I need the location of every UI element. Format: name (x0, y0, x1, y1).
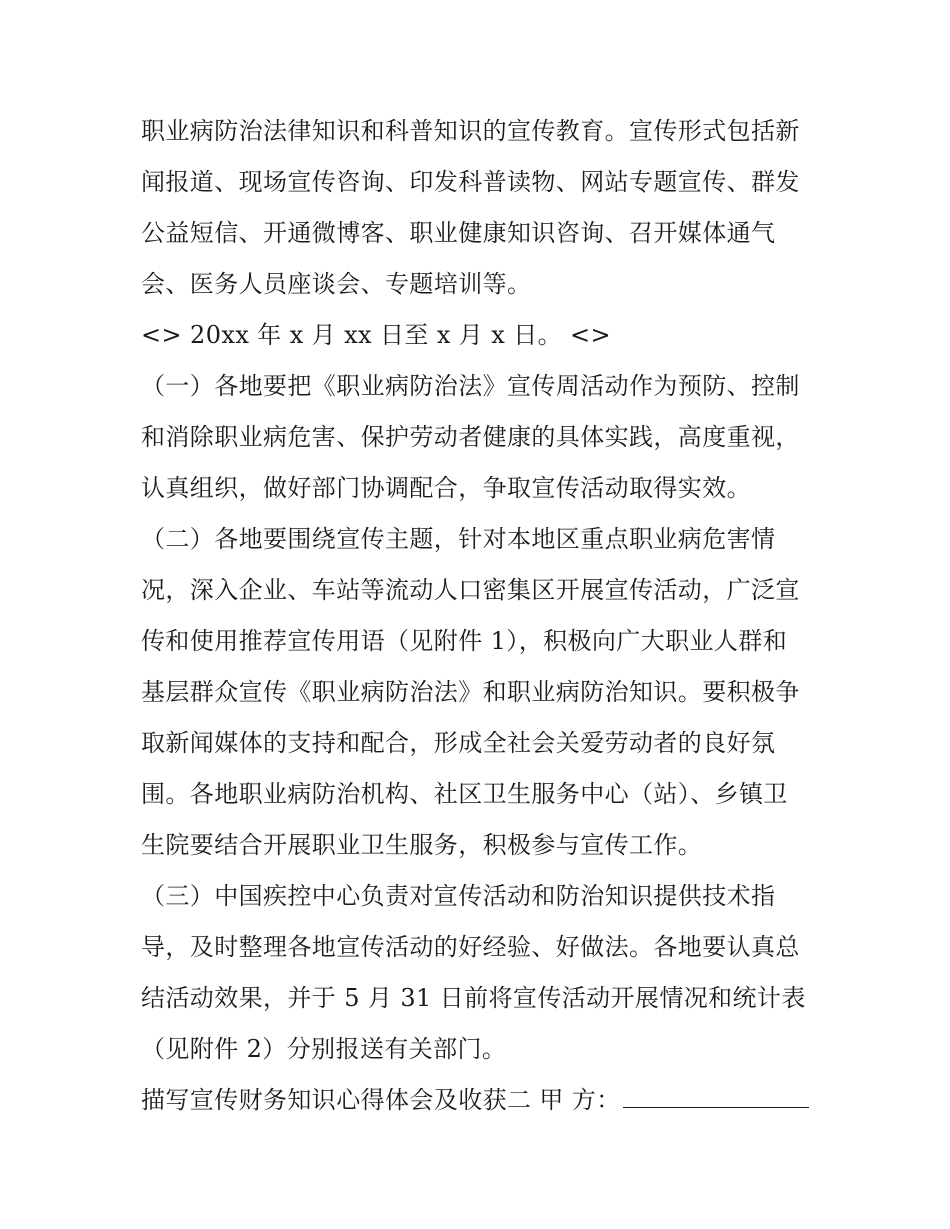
party-a-blank (623, 1079, 809, 1108)
footer-line (141, 1075, 813, 1126)
text-line-4: 会、医务人员座谈会、专题培训等。 (141, 270, 532, 298)
text-line-14: 围。各地职业病防治机构、社区卫生服务中心（站）、乡镇卫 (141, 780, 788, 808)
text-line-7: 和消除职业病危害、保护劳动者健康的具体实践，高度重视， (141, 423, 800, 451)
text-line-9: （二）各地要围绕宣传主题，针对本地区重点职业病危害情 (141, 525, 776, 553)
text-line-2: 闻报道、现场宣传咨询、印发科普读物、网站专题宣传、群发 (141, 168, 800, 196)
text-line-12: 基层群众宣传《职业病防治法》和职业病防治知识。要积极争 (141, 678, 800, 706)
text-line-8: 认真组织，做好部门协调配合，争取宣传活动取得实效。 (141, 474, 751, 502)
text-line-19: （见附件 2）分别报送有关部门。 (141, 1035, 507, 1063)
text-line-3: 公益短信、开通微博客、职业健康知识咨询、召开媒体通气 (141, 219, 776, 247)
text-line-1: 职业病防治法律知识和科普知识的宣传教育。宣传形式包括新 (141, 117, 800, 145)
party-a-label: 描写宣传财务知识心得体会及收获二 甲 方： (141, 1086, 621, 1114)
text-line-17: 导，及时整理各地宣传活动的好经验、好做法。各地要认真总 (141, 933, 800, 961)
document-body (141, 106, 813, 1126)
text-line-16: （三）中国疾控中心负责对宣传活动和防治知识提供技术指 (141, 882, 776, 910)
text-line-13: 取新闻媒体的支持和配合，形成全社会关爱劳动者的良好氛 (141, 729, 776, 757)
text-line-18: 结活动效果，并于 5 月 31 日前将宣传活动开展情况和统计表 (141, 984, 806, 1012)
text-line-15: 生院要结合开展职业卫生服务，积极参与宣传工作。 (141, 831, 703, 859)
text-line-6: （一）各地要把《职业病防治法》宣传周活动作为预防、控制 (141, 372, 800, 400)
text-line-11: 传和使用推荐宣传用语（见附件 1），积极向广大职业人群和 (141, 627, 788, 655)
date-line: <> 20xx 年 x 月 xx 日至 x 月 x 日。 <> (141, 321, 612, 349)
text-line-10: 况，深入企业、车站等流动人口密集区开展宣传活动，广泛宣 (141, 576, 800, 604)
